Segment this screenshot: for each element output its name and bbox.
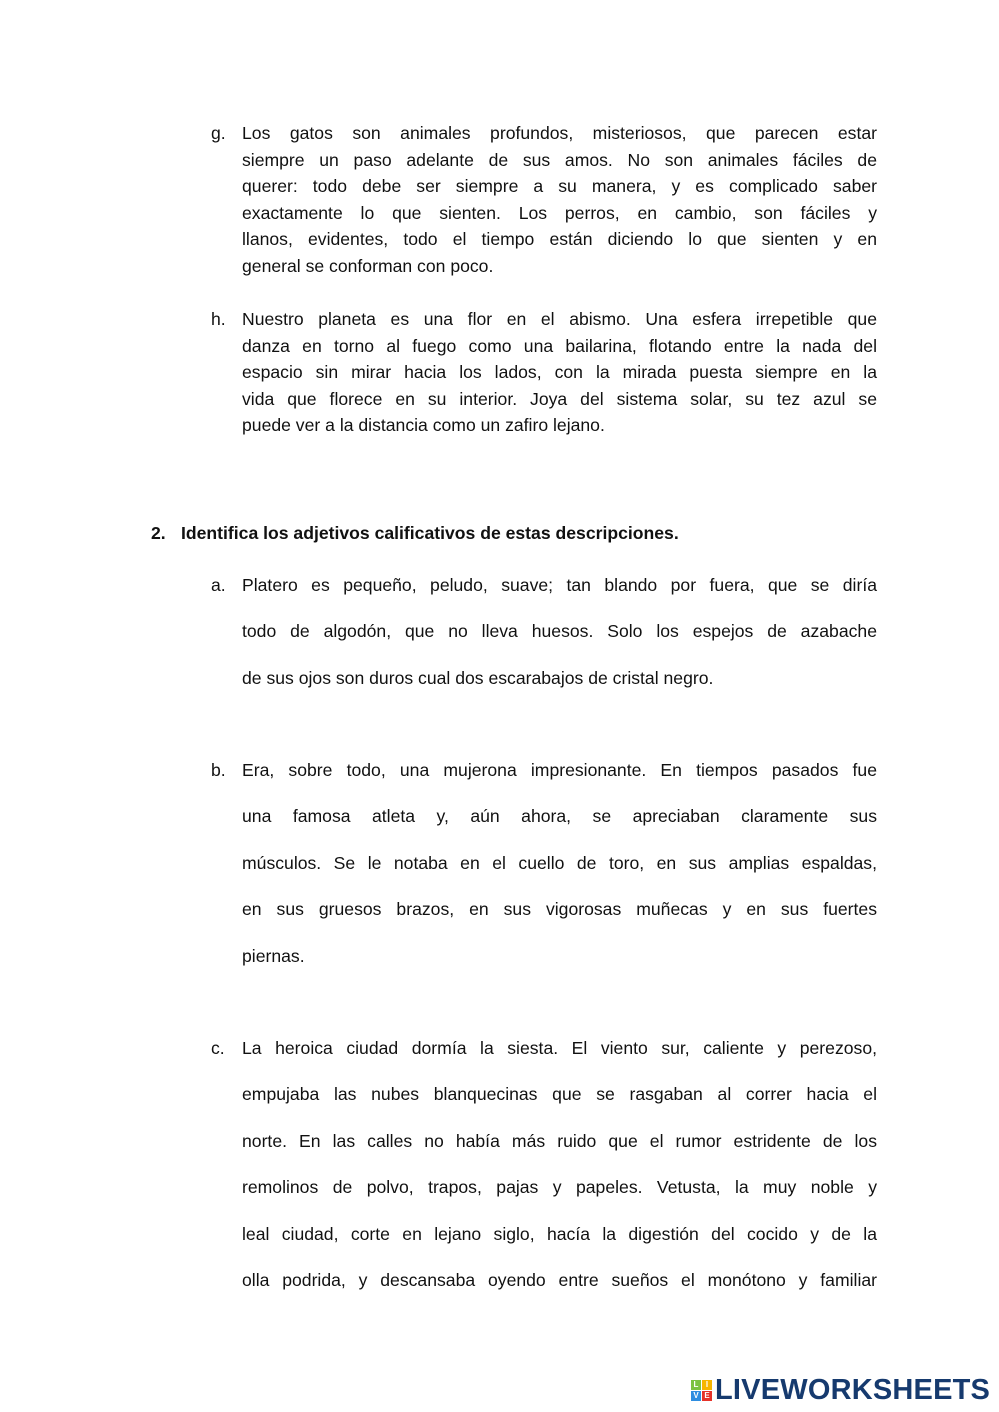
text-line: en sus gruesos brazos, en sus vigorosas muñecas y en sus fuertes	[242, 899, 877, 920]
text-line: Era, sobre todo, una mujerona impresionante. En tiempos pasados fue	[242, 760, 877, 780]
text-line: de sus ojos son duros cual dos escarabajos de cristal negro.	[242, 667, 714, 688]
list-item-b	[211, 757, 877, 989]
text-line: Los gatos son animales profundos, misteriosos, que parecen estar	[242, 123, 877, 143]
text-line: espacio sin mirar hacia los lados, con la mirada puesta siempre en la	[242, 362, 877, 383]
text-line: llanos, evidentes, todo el tiempo están diciendo lo que sienten y en	[242, 229, 877, 250]
text-line: empujaba las nubes blanquecinas que se rasgaban al correr hacia el	[242, 1084, 877, 1105]
logo-blocks-icon	[691, 1380, 712, 1401]
item-marker: g.	[211, 123, 226, 143]
section-2-heading	[151, 520, 679, 546]
text-line: danza en torno al fuego como una bailarina, flotando entre la nada del	[242, 335, 877, 356]
section-number: 2.	[151, 523, 166, 543]
text-line: Nuestro planeta es una flor en el abismo. Una esfera irrepetible que	[242, 309, 877, 329]
text-line: piernas.	[242, 945, 305, 966]
text-line: Platero es pequeño, peludo, suave; tan blando por fuera, que se diría	[242, 575, 877, 595]
text-line: querer: todo debe ser siempre a su manera, y es complicado saber	[242, 176, 877, 197]
logo-block: I	[702, 1380, 712, 1390]
item-marker: c.	[211, 1038, 225, 1058]
text-line: leal ciudad, corte en lejano siglo, hacía la digestión del cocido y de la	[242, 1223, 877, 1244]
item-marker: b.	[211, 760, 226, 780]
text-line: músculos. Se le notaba en el cuello de toro, en sus amplias espaldas,	[242, 852, 877, 873]
list-item-a	[211, 572, 877, 711]
section-title: Identifica los adjetivos calificativos de estas descripciones.	[181, 523, 679, 543]
logo-block: L	[691, 1380, 701, 1390]
text-line: vida que florece en su interior. Joya del sistema solar, su tez azul se	[242, 388, 877, 409]
item-marker: a.	[211, 575, 226, 595]
list-item-h	[211, 306, 877, 439]
text-line: exactamente lo que sienten. Los perros, en cambio, son fáciles y	[242, 202, 877, 223]
item-marker: h.	[211, 309, 226, 329]
logo-block: V	[691, 1391, 701, 1401]
text-line: siempre un paso adelante de sus amos. No son animales fáciles de	[242, 149, 877, 170]
logo-text: LIVEWORKSHEETS	[715, 1374, 991, 1406]
text-line: olla podrida, y descansaba oyendo entre sueños el monótono y familiar	[242, 1269, 877, 1290]
list-item-c	[211, 1035, 877, 1313]
text-line: general se conforman con poco.	[242, 255, 494, 276]
text-line: norte. En las calles no había más ruido que el rumor estridente de los	[242, 1130, 877, 1151]
text-line: La heroica ciudad dormía la siesta. El viento sur, caliente y perezoso,	[242, 1038, 877, 1058]
text-line: puede ver a la distancia como un zafiro lejano.	[242, 415, 605, 436]
logo-block: E	[702, 1391, 712, 1401]
text-line: todo de algodón, que no lleva huesos. Solo los espejos de azabache	[242, 621, 877, 642]
list-item-g	[211, 120, 877, 280]
liveworksheets-logo	[691, 1374, 990, 1407]
text-line: una famosa atleta y, aún ahora, se apreciaban claramente sus	[242, 806, 877, 827]
text-line: remolinos de polvo, trapos, pajas y papeles. Vetusta, la muy noble y	[242, 1177, 877, 1198]
